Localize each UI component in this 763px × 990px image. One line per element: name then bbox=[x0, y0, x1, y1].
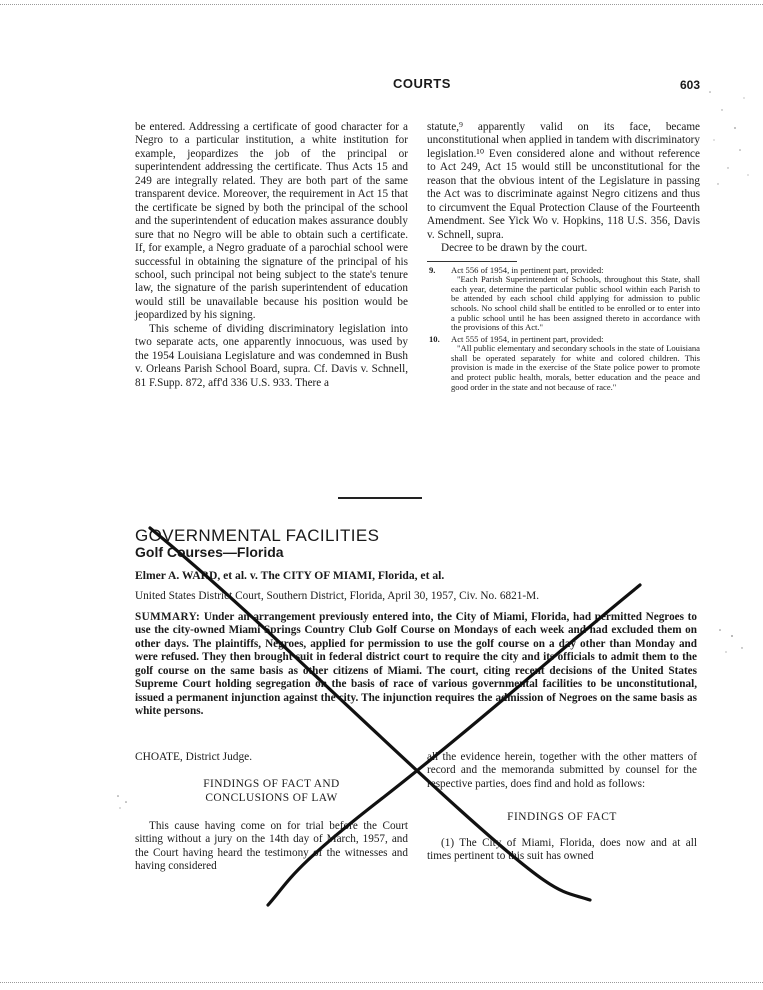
opinion-paragraph-1: This cause having come on for trial before the Court sitting without a jury on the 14th day of March, 1957, and the Court having heard the testimony of the witnesses and having considered bbox=[135, 819, 408, 872]
footnote-number: 9. bbox=[429, 264, 436, 275]
scan-speckle-right bbox=[712, 620, 752, 660]
section-title: GOVERNMENTAL FACILITIES bbox=[135, 526, 380, 545]
footnote-quote: "Each Parish Superintendent of Schools, throughout this State, shall each year, determine the particular public school within each Parish to be attended by each school child applying for admission to public schools. No school child shall be entitled to be enrolled or to enter into a public school until he has been assigned thereto in accordance with the provisions of this Act." bbox=[451, 274, 700, 333]
running-head: COURTS bbox=[393, 76, 451, 91]
summary-label: SUMMARY: bbox=[135, 611, 201, 623]
scan-speckle-top-right bbox=[700, 80, 760, 200]
opinion-paragraph-2: all the evidence herein, together with the other matters of record and the memoranda submitted by counsel for the respective parties, does find and hold as follows: bbox=[427, 751, 697, 790]
case-summary bbox=[135, 611, 697, 719]
page-number: 603 bbox=[680, 78, 701, 92]
right-paragraph-1: statute,⁹ apparently valid on its face, became unconstitutional when applied in tandem with discriminatory legislation.¹⁰ Even considered alone and without reference to Act 249, Act 15 would still be unconstitutional for the reason that the obvious intent of the Legislature in passing the Act was to discriminate against Negro citizens and thus to circumvent the Equal Protection Clause of the Fourteenth Amendment. See Yick Wo v. Hopkins, 118 U.S. 356, Davis v. Schnell, supra. bbox=[427, 121, 700, 241]
opinion-right-column bbox=[427, 751, 697, 864]
court-line: United States District Court, Southern District, Florida, April 30, 1957, Civ. No. 6821-M. bbox=[135, 590, 540, 602]
left-paragraph-1: be entered. Addressing a certificate of good character for a Negro to a particular institution, a white institution for example, jeopardizes the job of the principal or superintendent addressing the certificate. Thus Acts 15 and 249 are integrally related. They are both part of the same transparent device. Moreover, the requirement in Act 15 that the certificate be signed by both the principal of the school and the superintendent of education makes assurance doubly sure that no Negro will be able to obtain such a certificate. If, for example, a Negro graduate of a parochial school were successful in obtaining the signature of the principal of his school, such principal not being subject to the state's tenure law, the signature of the parish superintendent of education would still be unavailable because his position would be jeopardized by his signing. bbox=[135, 121, 408, 322]
footnote-number: 10. bbox=[429, 333, 440, 344]
left-column bbox=[135, 121, 408, 390]
footnote-9 bbox=[427, 266, 700, 333]
scan-speckle-left bbox=[112, 790, 136, 814]
decree-line: Decree to be drawn by the court. bbox=[441, 242, 588, 255]
bottom-dotted-border bbox=[0, 982, 763, 983]
findings-of-fact-heading: FINDINGS OF FACT bbox=[507, 811, 617, 824]
top-dotted-border bbox=[0, 4, 763, 5]
section-divider bbox=[338, 497, 422, 499]
heading-line-2: CONCLUSIONS OF LAW bbox=[205, 792, 338, 805]
section-subtitle: Golf Courses—Florida bbox=[135, 544, 284, 560]
footnote-quote: "All public elementary and secondary schools in the state of Louisiana shall be operated separately for white and colored children. This provision is made in the exercise of the State police power to promote and protect public health, morals, better education and the peace and good order in the state and not because of race." bbox=[451, 343, 700, 392]
footnote-rule bbox=[427, 261, 517, 262]
footnote-intro: Act 556 of 1954, in pertinent part, provided: bbox=[451, 264, 604, 275]
right-column bbox=[427, 121, 700, 394]
judge-name: CHOATE, District Judge. bbox=[135, 751, 253, 763]
summary-text: Under an arrangement previously entered into, the City of Miami, Florida, had permitted Negroes to use the city-owned Miami Springs Country Club Golf Course on Mondays of each week and had excluded them on other days. The plaintiffs, Negroes, applied for permission to use the golf course on a day other than Monday and were refused. They then brought suit in federal district court to require the city and its officials to admit them to the golf course on the same basis as other citizens of Miami. The court, citing recent decisions of the United States Supreme Court holding segregation on the basis of race of various governmental facilities to be unconstitutional, issued a permanent injunction against the city. The injunction requires the admission of Negroes on the same basis as white persons. bbox=[135, 611, 697, 718]
left-paragraph-2: This scheme of dividing discriminatory legislation into two separate acts, one apparently innocuous, was used by the 1954 Louisiana Legislature and was condemned in Bush v. Orleans Parish School Board, supra. Cf. Davis v. Schnell, 81 F.Supp. 872, aff'd 336 U.S. 933. There a bbox=[135, 322, 408, 389]
case-title: Elmer A. WARD, et al. v. The CITY OF MIAMI, Florida, et al. bbox=[135, 569, 445, 582]
footnote-10 bbox=[427, 335, 700, 393]
footnote-intro: Act 555 of 1954, in pertinent part, provided: bbox=[451, 333, 604, 344]
heading-line-1: FINDINGS OF FACT AND bbox=[203, 778, 340, 791]
findings-conclusions-heading bbox=[135, 778, 408, 805]
finding-1: (1) The City of Miami, Florida, does now and at all times pertinent to this suit has owned bbox=[427, 836, 697, 863]
opinion-left-column bbox=[135, 751, 408, 873]
